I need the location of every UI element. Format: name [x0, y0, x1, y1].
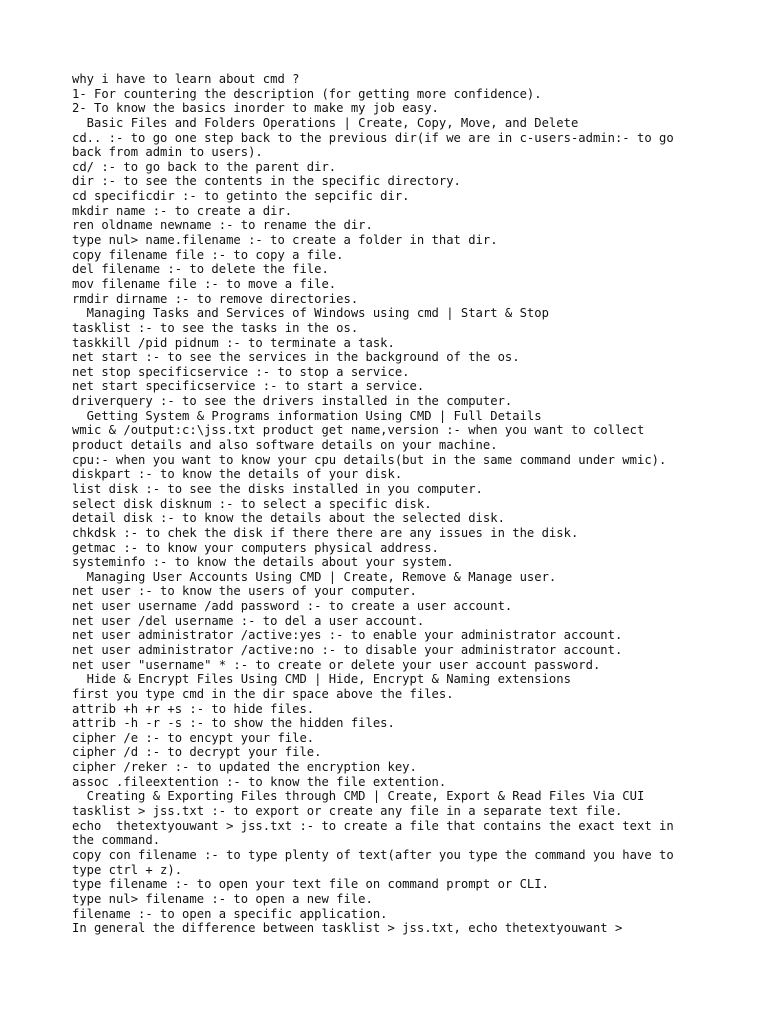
text-line: detail disk :- to know the details about the selected disk. — [72, 511, 505, 526]
text-line: type nul> filename :- to open a new file. — [72, 891, 373, 906]
text-line: In general the difference between tasklist > jss.txt, echo thetextyouwant > — [72, 921, 623, 936]
text-line: del filename :- to delete the file. — [72, 262, 329, 277]
text-line: the command. — [72, 833, 161, 848]
section-heading: Getting System & Programs information Using CMD | Full Details — [72, 408, 542, 423]
section-heading: Creating & Exporting Files through CMD | Create, Export & Read Files Via CUI — [72, 789, 645, 804]
text-line: echo thetextyouwant > jss.txt :- to create a file that contains the exact text in — [72, 818, 674, 833]
text-line: net user :- to know the users of your computer. — [72, 584, 417, 599]
text-line: mov filename file :- to move a file. — [72, 276, 337, 291]
document-page — [72, 72, 702, 936]
text-line: net stop specificservice :- to stop a service. — [72, 364, 410, 379]
text-line: list disk :- to see the disks installed in you computer. — [72, 481, 483, 496]
section-heading: Managing User Accounts Using CMD | Create, Remove & Manage user. — [72, 569, 557, 584]
text-line: wmic & /output:c:\jss.txt product get name,version :- when you want to collect — [72, 423, 645, 438]
text-line: driverquery :- to see the drivers installed in the computer. — [72, 394, 513, 409]
text-line: tasklist :- to see the tasks in the os. — [72, 320, 359, 335]
text-line: attrib +h +r +s :- to hide files. — [72, 701, 315, 716]
text-line: select disk disknum :- to select a specific disk. — [72, 496, 432, 511]
text-line: cd.. :- to go one step back to the previous dir(if we are in c-users-admin:- to go — [72, 130, 674, 145]
text-line: back from admin to users). — [72, 145, 263, 160]
text-line: ren oldname newname :- to rename the dir. — [72, 218, 373, 233]
text-line: 2- To know the basics inorder to make my job easy. — [72, 101, 439, 116]
text-line: product details and also software details on your machine. — [72, 438, 498, 453]
text-line: tasklist > jss.txt :- to export or create any file in a separate text file. — [72, 804, 623, 819]
text-line: cd/ :- to go back to the parent dir. — [72, 159, 337, 174]
text-line: chkdsk :- to chek the disk if there there are any issues in the disk. — [72, 525, 579, 540]
text-line: copy filename file :- to copy a file. — [72, 247, 344, 262]
text-line: why i have to learn about cmd ? — [72, 72, 300, 86]
section-heading: Managing Tasks and Services of Windows using cmd | Start & Stop — [72, 306, 549, 321]
text-line: 1- For countering the description (for getting more confidence). — [72, 86, 542, 101]
text-line: type ctrl + z). — [72, 862, 183, 877]
text-line: rmdir dirname :- to remove directories. — [72, 291, 359, 306]
text-line: systeminfo :- to know the details about your system. — [72, 555, 454, 570]
text-line: cpu:- when you want to know your cpu details(but in the same command under wmic). — [72, 452, 667, 467]
text-line: net user administrator /active:yes :- to enable your administrator account. — [72, 628, 623, 643]
text-line: type nul> name.filename :- to create a folder in that dir. — [72, 233, 498, 248]
text-line: first you type cmd in the dir space above the files. — [72, 686, 454, 701]
text-line: attrib -h -r -s :- to show the hidden files. — [72, 716, 395, 731]
section-heading: Basic Files and Folders Operations | Create, Copy, Move, and Delete — [72, 115, 579, 130]
text-line: cd specificdir :- to getinto the sepcific dir. — [72, 189, 410, 204]
text-line: net user /del username :- to del a user account. — [72, 613, 425, 628]
text-line: getmac :- to know your computers physical address. — [72, 540, 439, 555]
text-line: type filename :- to open your text file on command prompt or CLI. — [72, 877, 549, 892]
text-line: net start specificservice :- to start a service. — [72, 379, 425, 394]
text-line: mkdir name :- to create a dir. — [72, 203, 293, 218]
text-line: net user administrator /active:no :- to disable your administrator account. — [72, 642, 623, 657]
text-line: cipher /e :- to encypt your file. — [72, 730, 315, 745]
text-line: net start :- to see the services in the background of the os. — [72, 350, 520, 365]
text-line: dir :- to see the contents in the specific directory. — [72, 174, 461, 189]
section-heading: Hide & Encrypt Files Using CMD | Hide, Encrypt & Naming extensions — [72, 672, 571, 687]
text-line: net user username /add password :- to create a user account. — [72, 599, 513, 614]
text-line: net user "username" * :- to create or delete your user account password. — [72, 657, 601, 672]
text-line: assoc .fileextention :- to know the file extention. — [72, 774, 447, 789]
text-line: cipher /d :- to decrypt your file. — [72, 745, 322, 760]
text-line: copy con filename :- to type plenty of text(after you type the command you have to — [72, 847, 674, 862]
text-line: cipher /reker :- to updated the encryption key. — [72, 760, 417, 775]
text-line: filename :- to open a specific application. — [72, 906, 388, 921]
text-line: diskpart :- to know the details of your disk. — [72, 467, 403, 482]
text-line: taskkill /pid pidnum :- to terminate a task. — [72, 335, 395, 350]
